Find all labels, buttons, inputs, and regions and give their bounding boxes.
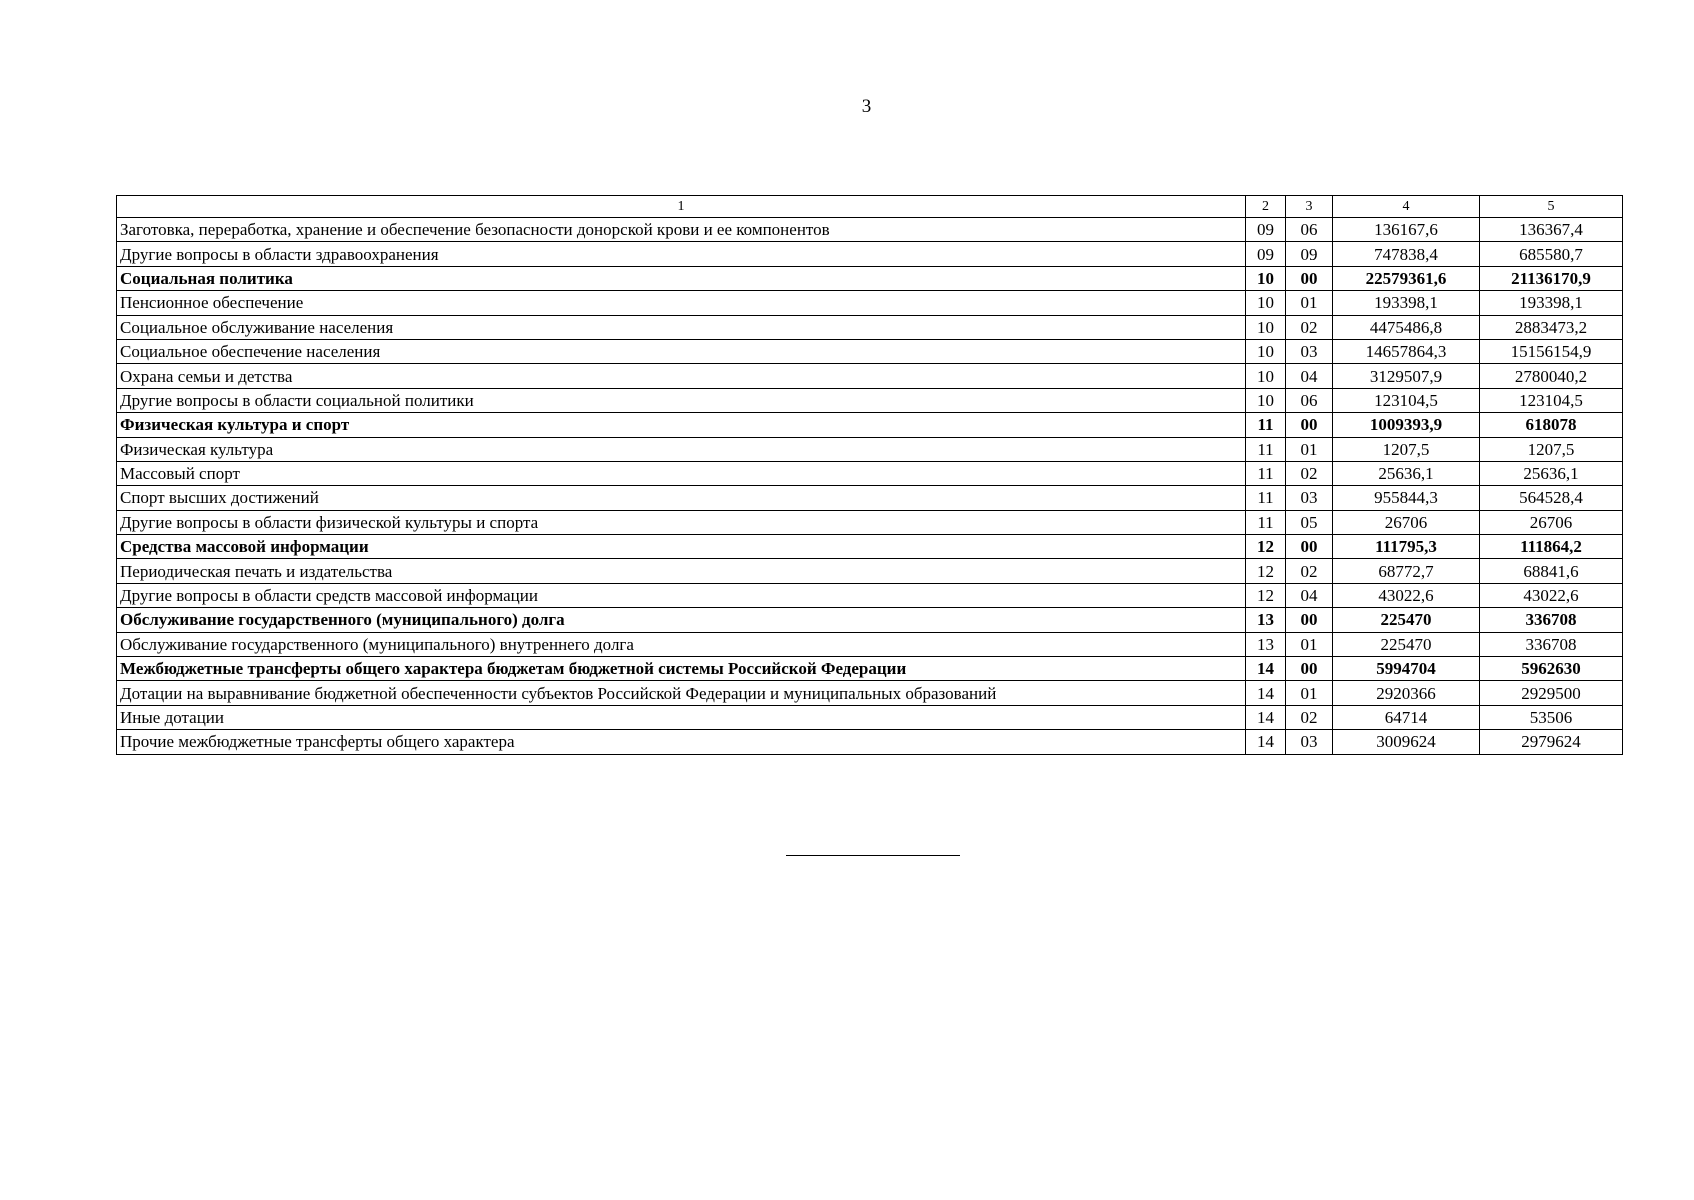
row-section-cell: 09 (1246, 218, 1286, 242)
row-value-col5-cell: 15156154,9 (1480, 339, 1623, 363)
row-name-cell: Спорт высших достижений (117, 486, 1246, 510)
header-col-4: 4 (1333, 196, 1480, 218)
row-subsection-cell: 01 (1286, 291, 1333, 315)
row-subsection-cell: 09 (1286, 242, 1333, 266)
row-subsection-cell: 02 (1286, 705, 1333, 729)
row-section-cell: 11 (1246, 413, 1286, 437)
row-value-col5-cell: 53506 (1480, 705, 1623, 729)
row-subsection-cell: 06 (1286, 218, 1333, 242)
row-name-cell: Физическая культура (117, 437, 1246, 461)
row-value-col5-cell: 25636,1 (1480, 461, 1623, 485)
header-col-2: 2 (1246, 196, 1286, 218)
row-value-col5-cell: 2929500 (1480, 681, 1623, 705)
row-value-col5-cell: 2780040,2 (1480, 364, 1623, 388)
row-value-col4-cell: 68772,7 (1333, 559, 1480, 583)
row-subsection-cell: 05 (1286, 510, 1333, 534)
row-subsection-cell: 00 (1286, 657, 1333, 681)
row-value-col5-cell: 564528,4 (1480, 486, 1623, 510)
row-value-col5-cell: 5962630 (1480, 657, 1623, 681)
table-row (117, 583, 1623, 607)
row-value-col4-cell: 43022,6 (1333, 583, 1480, 607)
row-value-col4-cell: 25636,1 (1333, 461, 1480, 485)
row-name-cell: Социальная политика (117, 266, 1246, 290)
table-row (117, 218, 1623, 242)
row-section-cell: 11 (1246, 461, 1286, 485)
row-section-cell: 10 (1246, 339, 1286, 363)
row-value-col4-cell: 22579361,6 (1333, 266, 1480, 290)
row-section-cell: 12 (1246, 559, 1286, 583)
row-value-col4-cell: 26706 (1333, 510, 1480, 534)
row-name-cell: Другие вопросы в области здравоохранения (117, 242, 1246, 266)
row-section-cell: 11 (1246, 437, 1286, 461)
header-col-1: 1 (117, 196, 1246, 218)
row-name-cell: Социальное обслуживание населения (117, 315, 1246, 339)
row-value-col5-cell: 123104,5 (1480, 388, 1623, 412)
row-value-col4-cell: 3009624 (1333, 730, 1480, 754)
row-value-col4-cell: 2920366 (1333, 681, 1480, 705)
row-subsection-cell: 04 (1286, 364, 1333, 388)
row-value-col4-cell: 3129507,9 (1333, 364, 1480, 388)
page-number: 3 (861, 96, 872, 117)
row-value-col5-cell: 26706 (1480, 510, 1623, 534)
row-value-col5-cell: 21136170,9 (1480, 266, 1623, 290)
row-section-cell: 14 (1246, 681, 1286, 705)
row-value-col4-cell: 225470 (1333, 632, 1480, 656)
row-subsection-cell: 03 (1286, 486, 1333, 510)
row-subsection-cell: 03 (1286, 339, 1333, 363)
row-subsection-cell: 04 (1286, 583, 1333, 607)
table-row (117, 486, 1623, 510)
row-name-cell: Другие вопросы в области средств массовой информации (117, 583, 1246, 607)
row-value-col5-cell: 136367,4 (1480, 218, 1623, 242)
row-value-col5-cell: 618078 (1480, 413, 1623, 437)
row-section-cell: 10 (1246, 388, 1286, 412)
row-section-cell: 09 (1246, 242, 1286, 266)
row-value-col4-cell: 111795,3 (1333, 535, 1480, 559)
row-name-cell: Пенсионное обеспечение (117, 291, 1246, 315)
row-value-col5-cell: 1207,5 (1480, 437, 1623, 461)
row-subsection-cell: 03 (1286, 730, 1333, 754)
row-value-col4-cell: 747838,4 (1333, 242, 1480, 266)
table-row (117, 315, 1623, 339)
row-name-cell: Другие вопросы в области социальной политики (117, 388, 1246, 412)
row-section-cell: 11 (1246, 510, 1286, 534)
row-value-col4-cell: 5994704 (1333, 657, 1480, 681)
table-row-section-total (117, 413, 1623, 437)
table-row (117, 510, 1623, 534)
row-value-col5-cell: 43022,6 (1480, 583, 1623, 607)
table-row (117, 364, 1623, 388)
row-value-col5-cell: 685580,7 (1480, 242, 1623, 266)
table-row-section-total (117, 608, 1623, 632)
table-row (117, 339, 1623, 363)
row-value-col4-cell: 193398,1 (1333, 291, 1480, 315)
table-row (117, 437, 1623, 461)
row-section-cell: 13 (1246, 632, 1286, 656)
row-name-cell: Межбюджетные трансферты общего характера бюджетам бюджетной системы Российской Федерации (117, 657, 1246, 681)
row-section-cell: 10 (1246, 291, 1286, 315)
row-name-cell: Другие вопросы в области физической культуры и спорта (117, 510, 1246, 534)
row-value-col4-cell: 136167,6 (1333, 218, 1480, 242)
row-value-col4-cell: 1009393,9 (1333, 413, 1480, 437)
row-section-cell: 12 (1246, 583, 1286, 607)
table-row (117, 730, 1623, 754)
row-subsection-cell: 02 (1286, 461, 1333, 485)
table-row (117, 461, 1623, 485)
row-section-cell: 11 (1246, 486, 1286, 510)
row-value-col5-cell: 111864,2 (1480, 535, 1623, 559)
row-subsection-cell: 01 (1286, 437, 1333, 461)
table-row (117, 559, 1623, 583)
header-col-5: 5 (1480, 196, 1623, 218)
row-value-col4-cell: 4475486,8 (1333, 315, 1480, 339)
row-subsection-cell: 00 (1286, 535, 1333, 559)
table-row-section-total (117, 657, 1623, 681)
row-value-col5-cell: 68841,6 (1480, 559, 1623, 583)
row-subsection-cell: 02 (1286, 559, 1333, 583)
row-name-cell: Средства массовой информации (117, 535, 1246, 559)
table-row-section-total (117, 266, 1623, 290)
table-row (117, 705, 1623, 729)
row-name-cell: Массовый спорт (117, 461, 1246, 485)
row-name-cell: Периодическая печать и издательства (117, 559, 1246, 583)
row-name-cell: Обслуживание государственного (муниципального) внутреннего долга (117, 632, 1246, 656)
row-subsection-cell: 01 (1286, 681, 1333, 705)
table-row (117, 388, 1623, 412)
row-value-col4-cell: 64714 (1333, 705, 1480, 729)
row-value-col5-cell: 2883473,2 (1480, 315, 1623, 339)
table-header-row (117, 196, 1623, 218)
row-subsection-cell: 00 (1286, 608, 1333, 632)
table-row-section-total (117, 535, 1623, 559)
row-name-cell: Физическая культура и спорт (117, 413, 1246, 437)
budget-table-body (117, 196, 1623, 755)
row-value-col4-cell: 14657864,3 (1333, 339, 1480, 363)
row-subsection-cell: 01 (1286, 632, 1333, 656)
row-name-cell: Иные дотации (117, 705, 1246, 729)
row-name-cell: Охрана семьи и детства (117, 364, 1246, 388)
row-section-cell: 10 (1246, 315, 1286, 339)
row-section-cell: 14 (1246, 730, 1286, 754)
row-value-col4-cell: 123104,5 (1333, 388, 1480, 412)
row-value-col4-cell: 1207,5 (1333, 437, 1480, 461)
row-value-col4-cell: 955844,3 (1333, 486, 1480, 510)
row-section-cell: 10 (1246, 266, 1286, 290)
row-value-col5-cell: 2979624 (1480, 730, 1623, 754)
row-subsection-cell: 00 (1286, 266, 1333, 290)
row-subsection-cell: 00 (1286, 413, 1333, 437)
row-value-col5-cell: 336708 (1480, 608, 1623, 632)
table-row (117, 632, 1623, 656)
row-section-cell: 12 (1246, 535, 1286, 559)
row-name-cell: Обслуживание государственного (муниципального) долга (117, 608, 1246, 632)
header-col-3: 3 (1286, 196, 1333, 218)
row-section-cell: 14 (1246, 705, 1286, 729)
row-section-cell: 14 (1246, 657, 1286, 681)
budget-table (116, 195, 1623, 755)
row-section-cell: 10 (1246, 364, 1286, 388)
row-value-col5-cell: 193398,1 (1480, 291, 1623, 315)
row-value-col5-cell: 336708 (1480, 632, 1623, 656)
table-row (117, 681, 1623, 705)
row-name-cell: Дотации на выравнивание бюджетной обеспеченности субъектов Российской Федерации и муниципальных образований (117, 681, 1246, 705)
row-name-cell: Заготовка, переработка, хранение и обеспечение безопасности донорской крови и ее компонентов (117, 218, 1246, 242)
row-subsection-cell: 02 (1286, 315, 1333, 339)
row-name-cell: Прочие межбюджетные трансферты общего характера (117, 730, 1246, 754)
row-value-col4-cell: 225470 (1333, 608, 1480, 632)
table-row (117, 291, 1623, 315)
end-separator-line (786, 855, 960, 856)
row-name-cell: Социальное обеспечение населения (117, 339, 1246, 363)
row-subsection-cell: 06 (1286, 388, 1333, 412)
table-row (117, 242, 1623, 266)
row-section-cell: 13 (1246, 608, 1286, 632)
